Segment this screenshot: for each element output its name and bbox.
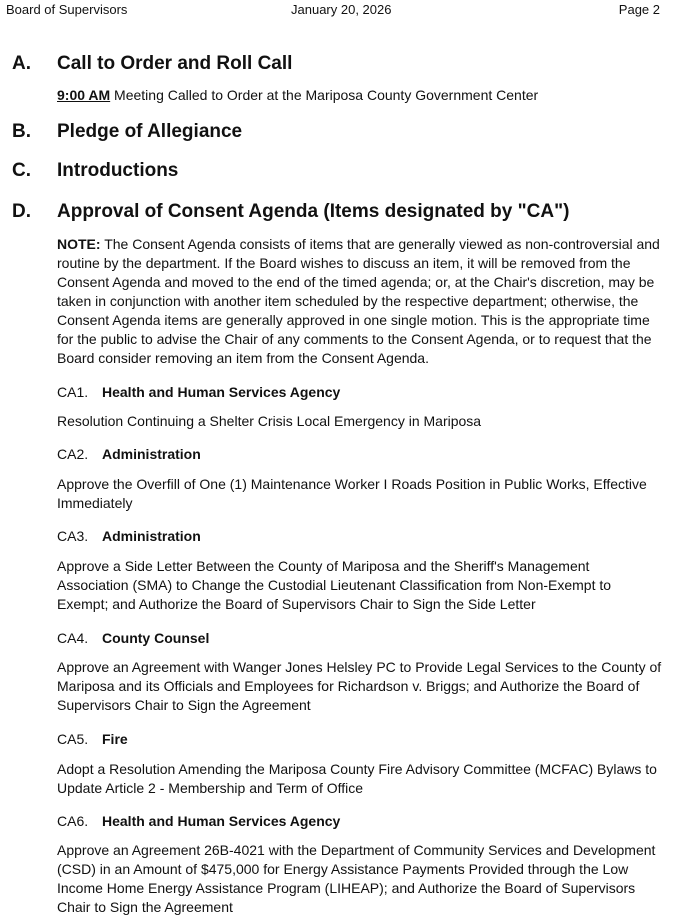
section-title: Call to Order and Roll Call: [57, 53, 293, 74]
consent-item-description: Approve the Overfill of One (1) Maintenance Worker I Roads Position in Public Works, Effective Immediately: [57, 476, 647, 511]
consent-item-description: Adopt a Resolution Amending the Mariposa County Fire Advisory Committee (MCFAC) Bylaws to Update Article 2 - Membership and Term of Office: [57, 761, 657, 796]
item-number: CA1.: [57, 384, 89, 400]
consent-item-heading: [57, 445, 201, 464]
meeting-time: 9:00 AM: [57, 87, 111, 103]
item-department: County Counsel: [102, 630, 210, 646]
section-title: Pledge of Allegiance: [57, 121, 243, 142]
header-page-number: Page 2: [618, 2, 660, 17]
consent-item-description: Approve an Agreement 26B-4021 with the Department of Community Services and Development (CSD) in an Amount of $475,000 for Energy Assistance Payments Provided through the Low Income Home Energy Assistance Program (LIHEAP); and Authorize the Board of Supervisors Chair to Sign the Agreement: [57, 842, 656, 915]
item-number: CA4.: [57, 630, 89, 646]
section-title: Introductions: [57, 160, 179, 181]
item-department: Administration: [102, 528, 201, 544]
section-letter: A.: [12, 53, 31, 74]
consent-agenda-note: [57, 235, 662, 368]
call-to-order-line: [57, 86, 662, 105]
page-header: [6, 1, 660, 19]
item-department: Health and Human Services Agency: [102, 384, 341, 400]
section-letter: B.: [12, 121, 31, 142]
item-department: Fire: [102, 731, 128, 747]
consent-item-description: Approve an Agreement with Wanger Jones Helsley PC to Provide Legal Services to the County of Mariposa and its Officials and Employees for Richardson v. Briggs; and Authorize the Board of Supervisors Chair to Sign the Agreement: [57, 659, 662, 713]
consent-item-heading: [57, 812, 340, 831]
consent-item-heading: [57, 383, 340, 402]
item-number: CA2.: [57, 446, 89, 462]
item-department: Administration: [102, 446, 201, 462]
call-to-order-text: Meeting Called to Order at the Mariposa County Government Center: [110, 87, 539, 103]
item-number: CA6.: [57, 813, 89, 829]
item-department: Health and Human Services Agency: [102, 813, 341, 829]
item-number: CA5.: [57, 731, 89, 747]
section-letter: D.: [12, 201, 31, 222]
section-title: Approval of Consent Agenda (Items designated by "CA"): [57, 201, 570, 222]
header-board-name: Board of Supervisors: [6, 2, 128, 17]
consent-item-heading: [57, 527, 201, 546]
consent-item-heading: [57, 730, 128, 749]
note-text: The Consent Agenda consists of items that are generally viewed as non-controversial and routine by the department. If the Board wishes to discuss an item, it will be removed from the Consent Agenda and moved to the end of the timed agenda; or, at the Chair's discretion, may be taken in conjunction with another item scheduled by the respective department; otherwise, the Consent Agenda items are generally approved in one single motion. This is the appropriate time for the public to advise the Chair of any comments to the Consent Agenda, or to request that the Board consider removing an item from the Consent Agenda.: [57, 236, 660, 366]
section-letter: C.: [12, 160, 31, 181]
consent-item-description: Resolution Continuing a Shelter Crisis Local Emergency in Mariposa: [57, 413, 482, 429]
consent-item-description: Approve a Side Letter Between the County of Mariposa and the Sheriff's Management Association (SMA) to Change the Custodial Lieutenant Classification from Non-Exempt to Exempt; and Authorize the Board of Supervisors Chair to Sign the Side Letter: [57, 558, 612, 612]
note-label: NOTE:: [57, 236, 101, 252]
header-date: January 20, 2026: [291, 2, 392, 17]
consent-item-heading: [57, 629, 209, 648]
item-number: CA3.: [57, 528, 89, 544]
